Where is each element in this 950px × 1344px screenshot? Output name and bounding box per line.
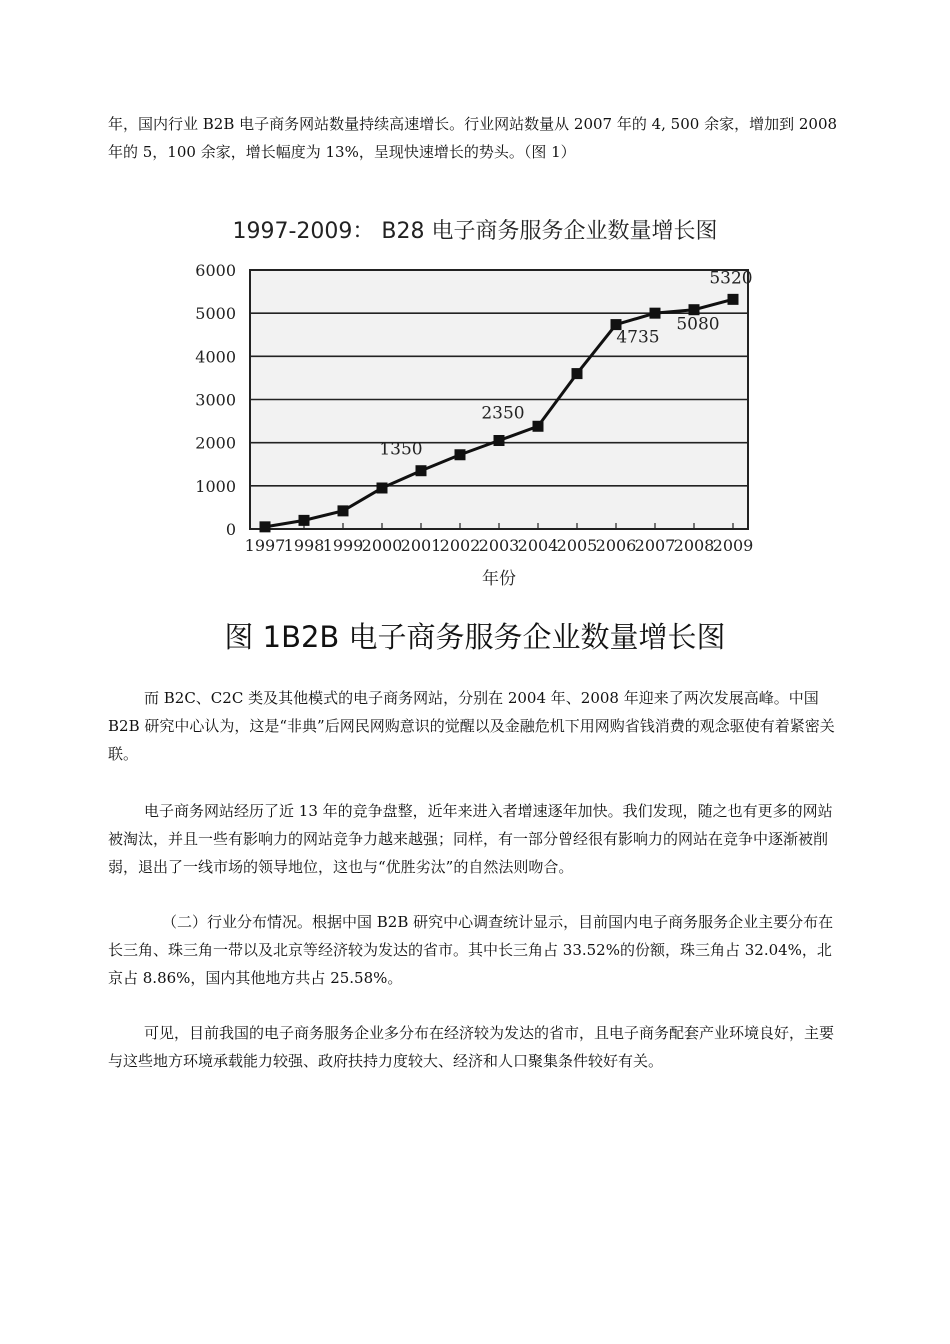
y-tick-label: 5000	[195, 304, 236, 324]
line-chart	[195, 255, 765, 595]
data-label: 4735	[616, 327, 660, 348]
y-tick-label: 4000	[195, 347, 236, 367]
chart-title: 1997-2009： B28 电子商务服务企业数量增长图	[232, 219, 718, 244]
data-point	[572, 368, 583, 379]
data-point	[533, 421, 544, 432]
y-tick-label: 0	[225, 520, 236, 539]
paragraph-conclusion: 可见，目前我国的电子商务服务企业多分布在经济较为发达的省市，且电子商务配套产业环境良好，主要与这些地方环境承载能力较强、政府扶持力度较大、经济和人口聚集条件较好有关。	[108, 1024, 835, 1070]
x-tick-label: 2006	[595, 536, 637, 555]
data-label: 1350	[379, 439, 423, 460]
y-tick-label: 3000	[195, 390, 236, 410]
data-point	[260, 521, 271, 532]
paragraph-intro: 年，国内行业 B2B 电子商务网站数量持续高速增长。行业网站数量从 2007 年的 4, 500 余家，增加到 2008 年的 5，100 余家，增长幅度为 13%，呈现快速增长的势头。（图 1）	[108, 115, 838, 161]
data-point	[455, 449, 466, 460]
x-axis-title: 年份	[482, 569, 516, 589]
paragraph-competition: 电子商务网站经历了近 13 年的竞争盘整，近年来进入者增速逐年加快。我们发现，随之也有更多的网站被淘汰，并且一些有影响力的网站竞争力越来越强；同样，有一部分曾经很有影响力的网站在竞争中逐渐被削弱，退出了一线市场的领导地位，这也与“优胜劣汰”的自然法则吻合。	[108, 802, 833, 876]
y-tick-label: 1000	[195, 476, 236, 496]
data-label: 5320	[709, 268, 753, 289]
x-tick-label: 2008	[673, 536, 715, 555]
data-point	[650, 308, 661, 319]
figure-caption: 图 1B2B 电子商务服务企业数量增长图	[224, 620, 726, 654]
x-tick-label: 1998	[283, 536, 325, 555]
x-tick-label: 2000	[361, 536, 403, 555]
data-label: 5080	[676, 314, 720, 335]
paragraph-b2c-c2c: 而 B2C、C2C 类及其他模式的电子商务网站，分别在 2004 年、2008 年迎来了两次发展高峰。中国 B2B 研究中心认为，这是“非典”后网民网购意识的觉醒以及金融危机下用网购省钱消费的观念驱使有着紧密关联。	[108, 689, 835, 763]
data-point	[299, 515, 310, 526]
y-tick-label: 2000	[195, 433, 236, 453]
data-point	[689, 304, 700, 315]
x-tick-label: 2003	[478, 536, 520, 555]
y-tick-label: 6000	[195, 261, 236, 280]
data-point	[338, 505, 349, 516]
x-tick-label: 2007	[634, 536, 676, 555]
x-tick-label: 1999	[322, 536, 364, 555]
data-point	[416, 465, 427, 476]
x-tick-label: 2001	[400, 536, 442, 555]
x-tick-label: 2009	[712, 536, 754, 555]
data-label: 2350	[481, 403, 525, 424]
x-tick-label: 2005	[556, 536, 598, 555]
paragraph-distribution: （二）行业分布情况。根据中国 B2B 研究中心调查统计显示，目前国内电子商务服务企业主要分布在长三角、珠三角一带以及北京等经济较为发达的省市。其中长三角占 33.52%的份额，珠三角占 32.04%，北京占 8.86%，国内其他地方共占 25.58%。	[108, 913, 834, 987]
data-point	[377, 482, 388, 493]
x-tick-label: 1997	[244, 536, 286, 555]
x-tick-label: 2002	[439, 536, 481, 555]
data-point	[494, 435, 505, 446]
x-tick-label: 2004	[517, 536, 559, 555]
data-point	[728, 294, 739, 305]
